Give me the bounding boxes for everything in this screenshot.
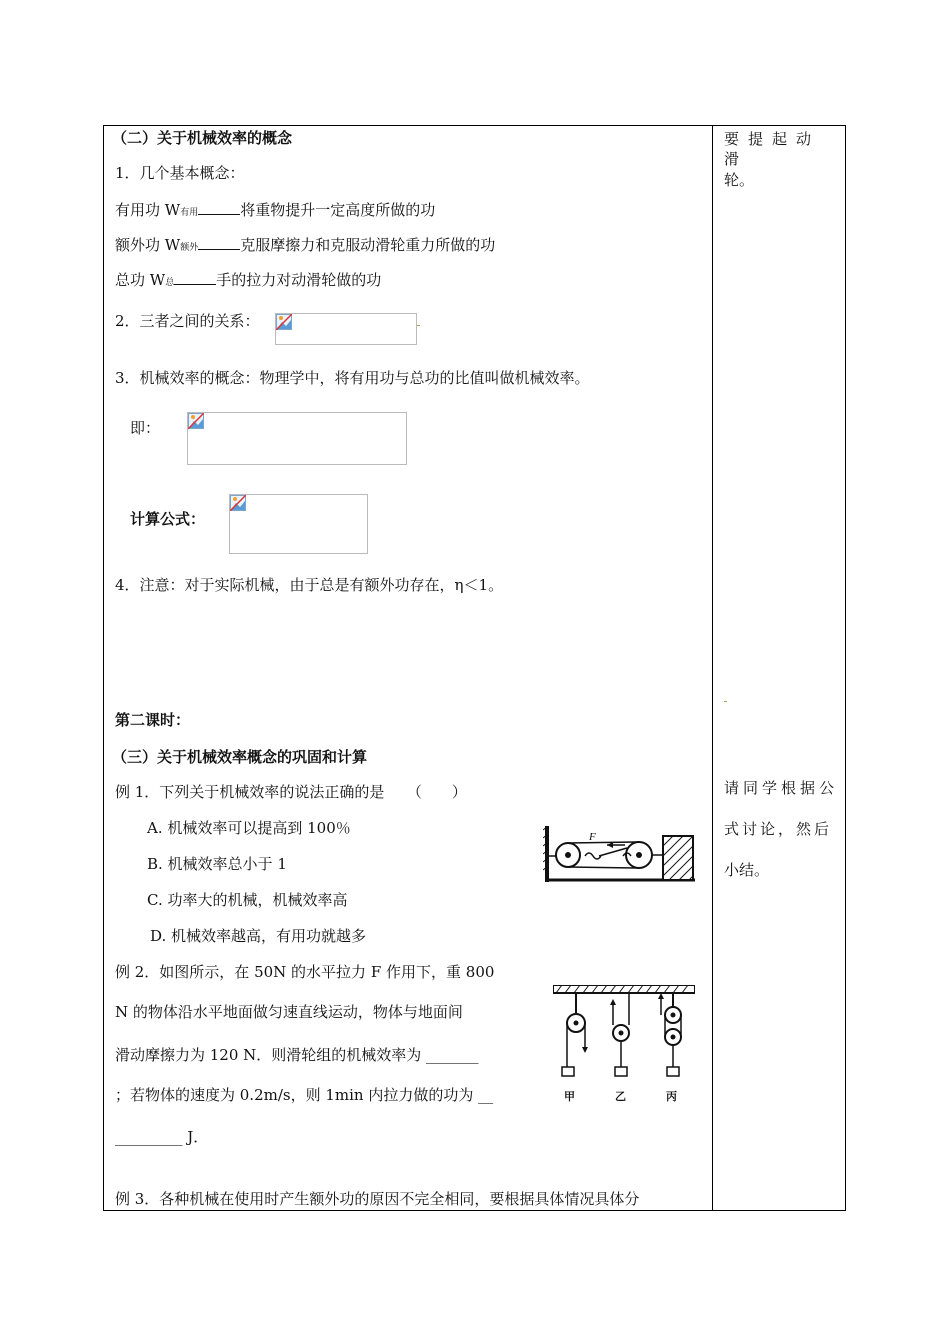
extra-work-prefix: 额外功 W (115, 236, 181, 254)
note2-line3: 小结。 (724, 861, 770, 879)
blank (198, 202, 240, 215)
example1-option-d: D. 机械效率越高，有用功就越多 (150, 927, 367, 945)
section-title: （二）关于机械效率的概念 (112, 129, 293, 147)
useful-work-prefix: 有用功 W (115, 201, 181, 219)
force-label: F (589, 831, 596, 843)
example2-line1: 例 2．如图所示，在 50N 的水平拉力 F 作用下，重 800 (115, 963, 495, 981)
relation-formula-image (275, 313, 417, 345)
mark (417, 325, 420, 326)
example2-line5: _________ J． (115, 1128, 209, 1146)
example2-line2: N 的物体沿水平地面做匀速直线运动，物体与地面间 (115, 1003, 463, 1021)
blank (198, 237, 240, 250)
pulley-label-bing: 丙 (666, 1090, 677, 1103)
note1-line2: 轮。 (724, 171, 755, 189)
item-4: 4．注意：对于实际机械，由于总是有额外功存在，η＜1。 (115, 576, 504, 594)
item-2: 2．三者之间的关系： (115, 312, 260, 330)
broken-image-icon (230, 495, 246, 511)
note1-line1: 要提起动滑 (724, 130, 821, 168)
broken-image-icon (276, 314, 292, 330)
item-3: 3．机械效率的概念：物理学中，将有用功与总功的比值叫做机械效率。 (115, 369, 590, 387)
column-divider (712, 125, 713, 1211)
lesson2-title: 第二课时： (115, 711, 191, 729)
pulley-systems-figure (553, 985, 695, 1110)
blank (174, 272, 216, 285)
total-work-sub: 总 (165, 278, 175, 288)
efficiency-definition-image (187, 412, 407, 465)
useful-work-sub: 有用 (180, 208, 199, 218)
example1-option-c: C. 功率大的机械，机械效率高 (147, 891, 348, 909)
pulley-label-yi: 乙 (615, 1090, 626, 1103)
section3-title: （三）关于机械效率概念的巩固和计算 (112, 748, 368, 766)
note2-line1: 请同学根据公 (724, 779, 839, 797)
mark (724, 701, 727, 702)
pulley-label-jia: 甲 (564, 1090, 575, 1103)
useful-work-line (115, 200, 435, 223)
ji-label: 即： (130, 419, 161, 437)
example2-line4: ；若物体的速度为 0.2m/s，则 1min 内拉力做的功为 __ (115, 1086, 494, 1104)
example3-line1: 例 3．各种机械在使用时产生额外功的原因不完全相同，要根据具体情况具体分 (115, 1190, 640, 1208)
total-work-text: 手的拉力对动滑轮做的功 (216, 271, 382, 289)
example1-option-b: B. 机械效率总小于 1 (147, 855, 287, 873)
broken-image-icon (188, 413, 204, 429)
total-work-line (115, 270, 381, 293)
extra-work-line (115, 235, 495, 258)
formula-label: 计算公式： (130, 510, 206, 528)
useful-work-text: 将重物提升一定高度所做的功 (240, 201, 436, 219)
extra-work-sub: 额外 (180, 243, 199, 253)
note2-line2: 式讨论，然后 (724, 820, 833, 838)
horizontal-pulley-figure (543, 826, 698, 884)
extra-work-text: 克服摩擦力和克服动滑轮重力所做的功 (240, 236, 496, 254)
example2-line3: 滑动摩擦力为 120 N．则滑轮组的机械效率为 _______ (115, 1046, 479, 1064)
item-1: 1．几个基本概念： (115, 164, 245, 182)
total-work-prefix: 总功 W (115, 271, 166, 289)
example1-stem: 例 1．下列关于机械效率的说法正确的是 （ ） (115, 783, 467, 801)
example1-option-a: A. 机械效率可以提高到 100％ (147, 819, 351, 837)
efficiency-formula-image (229, 494, 368, 554)
